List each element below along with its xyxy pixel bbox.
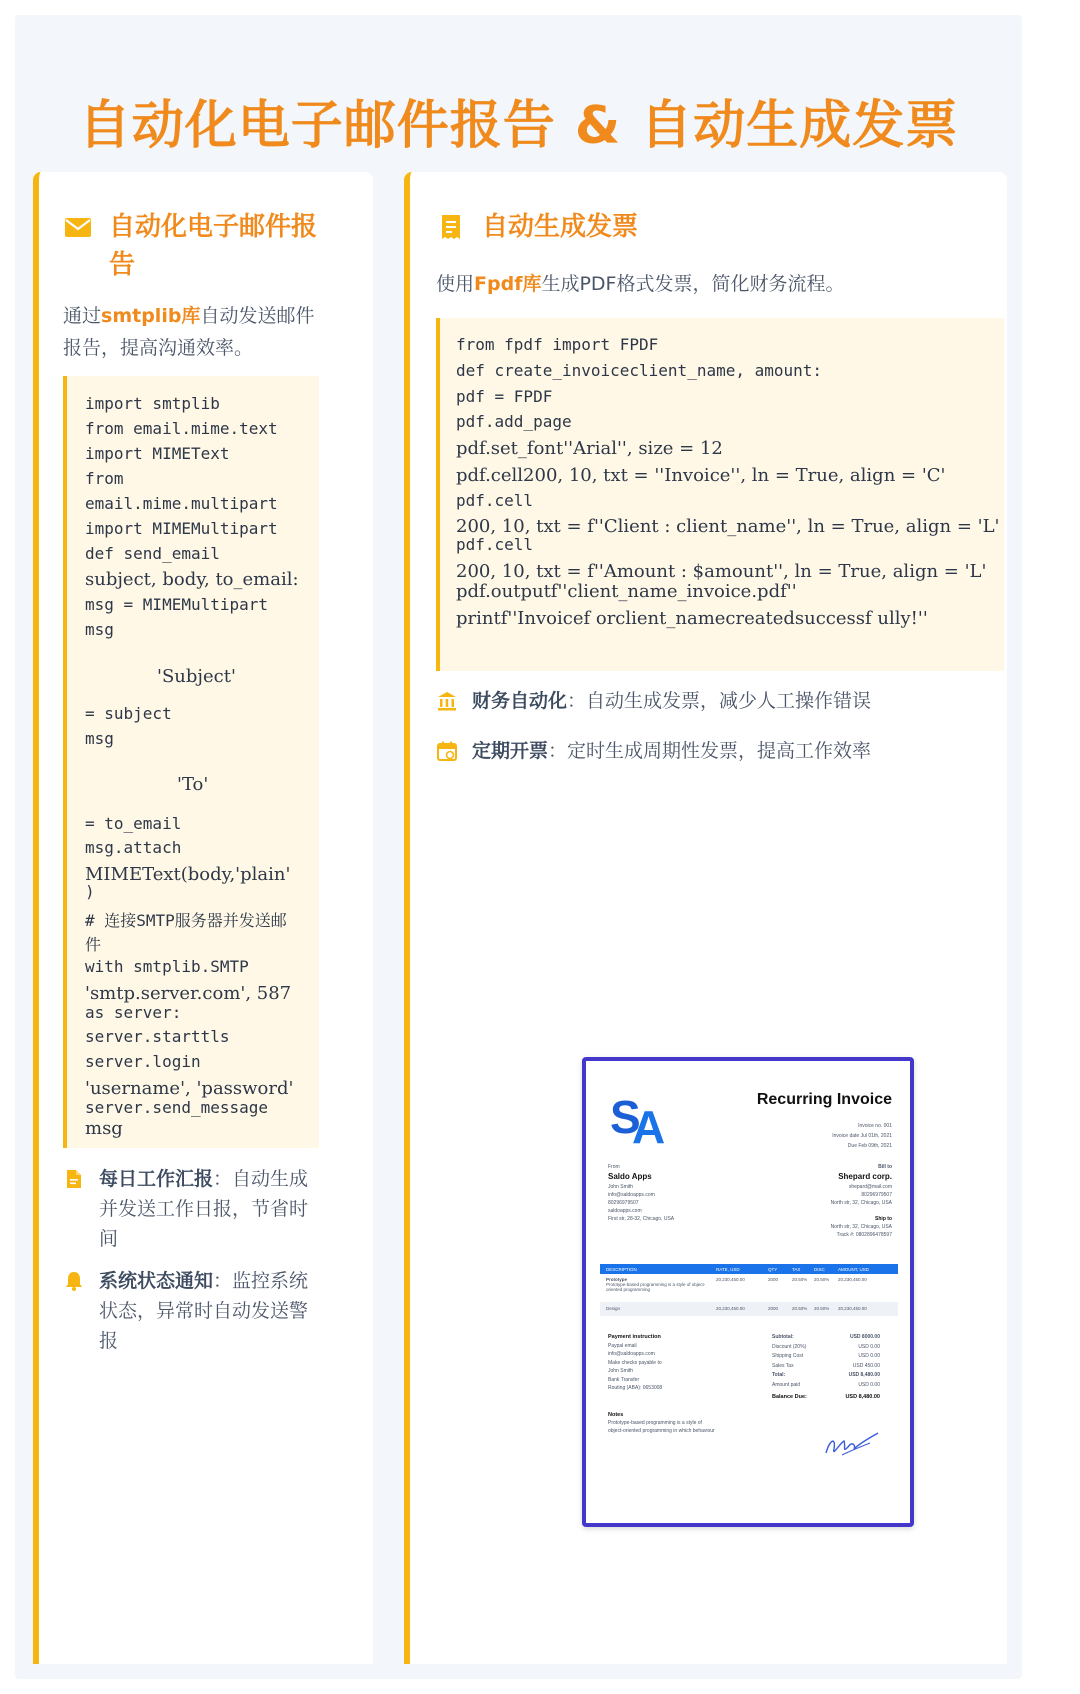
code-line: 200, 10, txt = f''Amount : $amount'', ln = True, align = 'L' (456, 561, 987, 582)
code-line: msg (85, 1118, 123, 1139)
code-line: msg (85, 729, 114, 748)
calendar-icon (436, 740, 458, 762)
code-line: 'smtp.server.com', 587 (85, 983, 292, 1004)
code-line: pdf.set_font''Arial'', size = 12 (456, 438, 723, 459)
bell-icon (63, 1270, 85, 1292)
code-line: msg = MIMEMultipart (85, 595, 269, 614)
code-line: pdf.outputf''client_name_invoice.pdf'' (456, 581, 797, 602)
email-card-title: 自动化电子邮件报 告 (109, 212, 318, 280)
code-line: = to_email (85, 814, 182, 833)
code-line: 'username', 'password' (85, 1078, 294, 1099)
code-line: 'To' (177, 774, 209, 795)
table-row: Prototype Prototype-based programming is a style of object-oriented programming 20,230,450.00 2000 20.50% 20.50% 20,230,450.00 (606, 1277, 867, 1292)
feature-finance-automation: 财务自动化：自动生成发票，减少人工操作错误 (436, 686, 996, 716)
invoice-card-description: 使用Fpdf库生成PDF格式发票，简化财务流程。 (436, 273, 845, 295)
email-card-description: 通过smtplib库自动发送邮件 报告，提高沟通效率。 (63, 305, 315, 359)
svg-text:A: A (632, 1101, 666, 1147)
code-line: 'Subject' (157, 666, 236, 687)
page-title: 自动化电子邮件报告 & 自动生成发票 (78, 96, 959, 156)
code-line: import MIMEText (85, 444, 230, 463)
invoice-totals: Subtotal: USD 8000.00 Discount (20%) USD 0.00 Shipping Cost USD 0.00 Sales Tax USD 450.00 Total: USD 8,480.00 Amount paid USD 0.00 Balance Due: USD 8,480.00 (772, 1334, 880, 1400)
invoice-meta: Invoice no. 001 Invoice date Jul 01th, 2021 Due Feb 09th, 2021 (832, 1123, 892, 1149)
invoice-payment-instruction: Payment instruction Paypal email info@saldoapps.com Make checks payable to John Smith Bank Transfer Routing (ABA): 0653008 (608, 1334, 663, 1391)
invoice-heading: Recurring Invoice (756, 1091, 892, 1108)
code-line: pdf = FPDF (456, 387, 553, 406)
invoice-card-header (436, 208, 976, 246)
email-card-header (63, 208, 353, 284)
code-line: 件 (85, 935, 102, 954)
code-line: ) (85, 882, 95, 901)
invoice-card-title: 自动生成发票 (482, 212, 639, 242)
code-line: import MIMEMultipart (85, 519, 278, 538)
code-line: subject, body, to_email: (85, 569, 299, 590)
feature-scheduled-invoicing: 定期开票：定时生成周期性发票，提高工作效率 (436, 736, 996, 766)
fpdf-highlight: Fpdf库 (474, 273, 542, 295)
invoice-code-block (436, 318, 1004, 671)
receipt-icon (436, 212, 466, 242)
code-line: msg.attach (85, 838, 182, 857)
code-line: # 连接SMTP服务器并发送邮 (85, 911, 287, 930)
invoice-notes: Notes Prototype-based programming is a style of object-oriented programming in which behaviour (608, 1412, 715, 1434)
document-icon (63, 1168, 85, 1190)
code-line: server.login (85, 1052, 201, 1071)
signature-icon (822, 1427, 882, 1461)
code-line: printf''Invoicef orclient_namecreatedsuccessf ully!'' (456, 608, 928, 629)
feature-status-alert: 系统状态通知：监控系统 状态，异常时自动发送警 报 (63, 1266, 353, 1356)
email-code-block (63, 376, 319, 1148)
invoice-table-header: DESCRIPTION RATE, USD QTY TAX DISC AMOUNT, USD (600, 1264, 898, 1274)
bank-icon (436, 690, 458, 712)
code-line: msg (85, 620, 114, 639)
envelope-icon (63, 212, 93, 242)
table-row: Design 20,230,450.00 2000 20.50% 20.50% 20,230,450.00 (600, 1302, 898, 1316)
code-line: pdf.cell200, 10, txt = ''Invoice'', ln = True, align = 'C' (456, 465, 946, 486)
code-line: def send_email (85, 544, 220, 563)
code-line: = subject (85, 704, 172, 723)
code-line: server.starttls (85, 1027, 230, 1046)
code-line: pdf.cell (456, 491, 534, 510)
code-line: from (85, 469, 124, 488)
code-line: def create_invoiceclient_name, amount: (456, 361, 823, 380)
saldo-apps-logo (608, 1085, 668, 1147)
code-line: email.mime.multipart (85, 494, 278, 513)
code-line: from fpdf import FPDF (456, 335, 659, 354)
code-line: server.send_message (85, 1098, 269, 1117)
code-line: with smtplib.SMTP (85, 957, 249, 976)
smtplib-highlight: smtplib库 (101, 305, 201, 327)
code-line: as server: (85, 1003, 182, 1022)
code-line: import smtplib (85, 394, 220, 413)
email-report-card (33, 172, 373, 1664)
invoice-bill-to: Bill to Shepard corp. shepard@mail.com 80296979507 North str, 32, Chicago, USA Ship to North str, 32, Chicago, USA Track #: 0802896478597 (830, 1164, 892, 1238)
feature-daily-report: 每日工作汇报：自动生成 并发送工作日报，节省时 间 (63, 1164, 353, 1254)
code-line: MIMEText(body,'plain' (85, 864, 291, 885)
code-line: from email.mime.text (85, 419, 278, 438)
code-line: pdf.cell (456, 535, 534, 554)
code-line: 200, 10, txt = f''Client : client_name'', ln = True, align = 'L' (456, 516, 1000, 537)
code-line: pdf.add_page (456, 412, 572, 431)
invoice-from: From Saldo Apps John Smith info@saldoapps.com 80296979507 saldoapps.com First str, 28-32, Chicago, USA (608, 1164, 675, 1222)
svg-text:S: S (610, 1091, 641, 1143)
invoice-preview-image (582, 1057, 914, 1527)
